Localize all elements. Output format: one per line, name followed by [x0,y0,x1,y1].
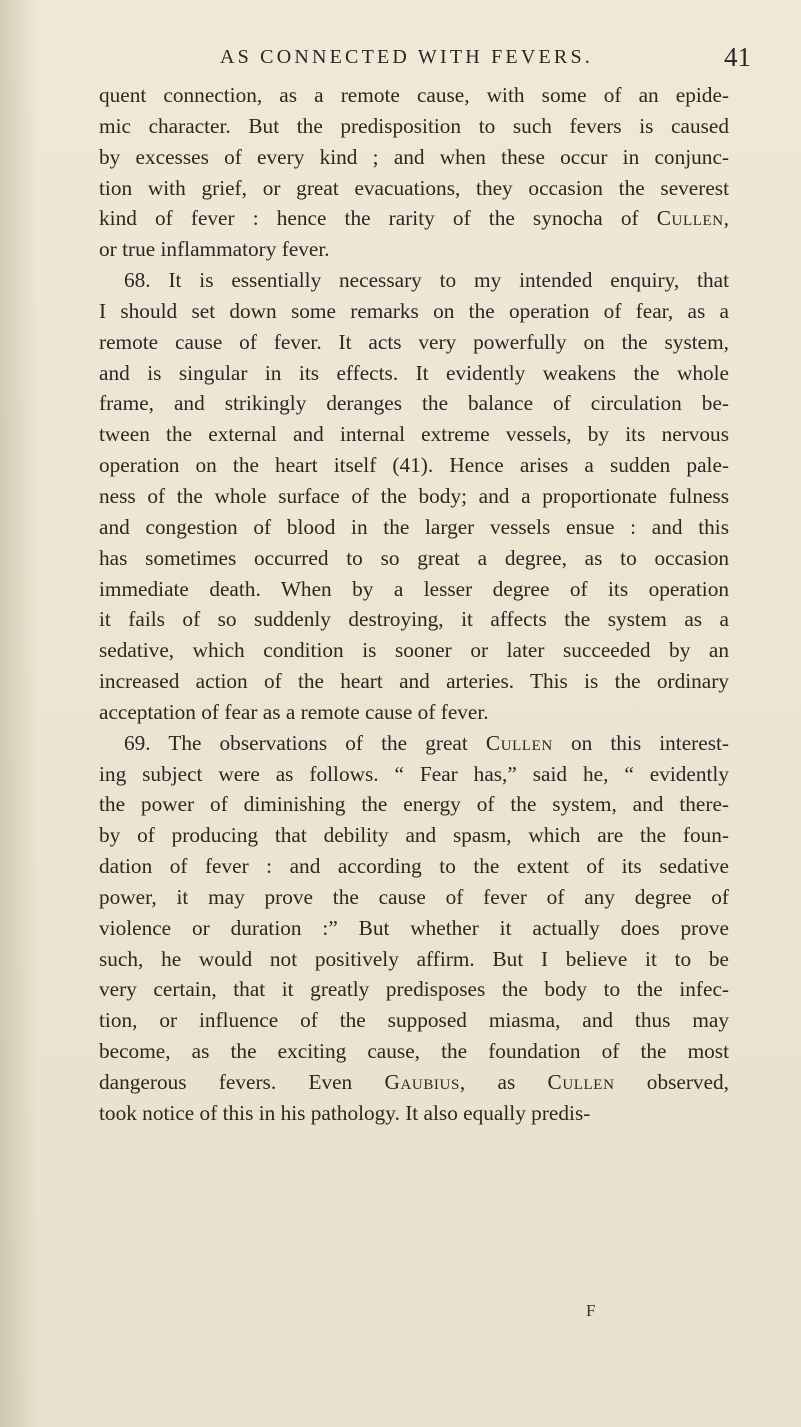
text-segment: I should set down some remarks on the operation of fear, as a [99,298,729,323]
text-line [99,419,729,450]
text-line [99,974,729,1005]
text-line [99,728,729,759]
author-name: Cullen [485,730,553,755]
text-segment: very certain, that it greatly predisposes the body to the infec- [99,977,729,1002]
text-segment: tween the external and internal extreme vessels, by its nervous [99,422,729,447]
text-segment: or true inflammatory fever. [99,237,330,262]
page-number: 41 [724,42,751,72]
text-segment: dangerous fevers. Even [99,1070,385,1094]
text-segment: dation of fever : and according to the extent of its sedative [99,854,729,879]
text-line [99,1067,729,1098]
text-line [99,388,729,419]
text-line [99,1036,729,1067]
text-segment: , as [459,1070,548,1094]
text-segment: acceptation of fear as a remote cause of fever. [99,699,489,724]
running-head [0,42,801,82]
text-segment: , [723,206,729,231]
text-segment: power, it may prove the cause of fever of any degree of [99,884,729,909]
text-line [99,142,729,173]
text-line [99,265,729,296]
text-line [99,604,729,635]
text-line [99,913,729,944]
author-name: Cullen [656,206,724,231]
paragraph [99,80,729,265]
text-line [99,512,729,543]
body-text [99,80,729,1129]
text-line [99,759,729,790]
text-segment: and is singular in its effects. It evidently weakens the whole [99,360,729,385]
text-segment: such, he would not positively affirm. But I believe it to be [99,946,729,971]
author-name: Cullen [547,1070,615,1094]
text-line [99,203,729,234]
text-line [99,173,729,204]
text-segment: ing subject were as follows. “ Fear has,” said he, “ evidently [99,761,729,786]
text-segment: 68. It is essentially necessary to my intended enquiry, that [124,268,729,293]
paragraph [99,265,729,728]
text-line [99,543,729,574]
text-segment: tion with grief, or great evacuations, they occasion the severest [99,175,729,200]
text-segment: observed, [614,1070,730,1094]
text-segment: by excesses of every kind ; and when these occur in conjunc- [99,144,729,169]
text-segment: by of producing that debility and spasm, which are the foun- [99,823,729,848]
text-line [99,450,729,481]
text-segment: increased action of the heart and arteries. This is the ordinary [99,669,729,694]
paragraph [99,728,729,1129]
text-segment: quent connection, as a remote cause, with some of an epide- [99,83,729,107]
text-line [99,697,729,728]
text-line [99,820,729,851]
catchword-signature: F [586,1301,596,1320]
text-segment: has sometimes occurred to so great a degree, as to occasion [99,545,729,570]
text-line [99,327,729,358]
text-line [99,481,729,512]
text-line [99,882,729,913]
author-name: Gaubius [384,1070,460,1094]
text-segment: the power of diminishing the energy of the system, and there- [99,792,729,817]
text-line [99,574,729,605]
text-segment: took notice of this in his pathology. It also equally predis- [99,1100,591,1125]
text-segment: operation on the heart itself (41). Hence arises a sudden pale- [99,453,729,478]
text-segment: sedative, which condition is sooner or later succeeded by an [99,638,729,663]
text-line [99,944,729,975]
text-line [99,789,729,820]
text-line [99,111,729,142]
running-head-title: AS CONNECTED WITH FEVERS. [220,46,593,68]
text-segment: kind of fever : hence the rarity of the synocha of [99,206,657,231]
text-line [99,80,729,111]
text-line [99,635,729,666]
text-segment: on this interest- [552,730,729,755]
text-segment: and congestion of blood in the larger vessels ensue : and this [99,514,729,539]
text-line [99,296,729,327]
text-segment: tion, or influence of the supposed miasma, and thus may [99,1008,729,1033]
text-segment: it fails of so suddenly destroying, it affects the system as a [99,607,729,632]
text-line [99,234,729,265]
text-segment: remote cause of fever. It acts very powerfully on the system, [99,329,729,354]
text-segment: 69. The observations of the great [124,730,486,755]
text-line [99,358,729,389]
text-segment: become, as the exciting cause, the foundation of the most [99,1039,729,1064]
text-segment: mic character. But the predisposition to such fevers is caused [99,113,729,138]
text-line [99,1098,729,1129]
text-segment: immediate death. When by a lesser degree of its operation [99,576,729,601]
text-segment: violence or duration :” But whether it actually does prove [99,915,729,940]
text-line [99,851,729,882]
text-segment: frame, and strikingly deranges the balance of circulation be- [99,391,729,416]
text-line [99,666,729,697]
text-segment: ness of the whole surface of the body; and a proportionate fulness [99,483,729,508]
text-line [99,1005,729,1036]
